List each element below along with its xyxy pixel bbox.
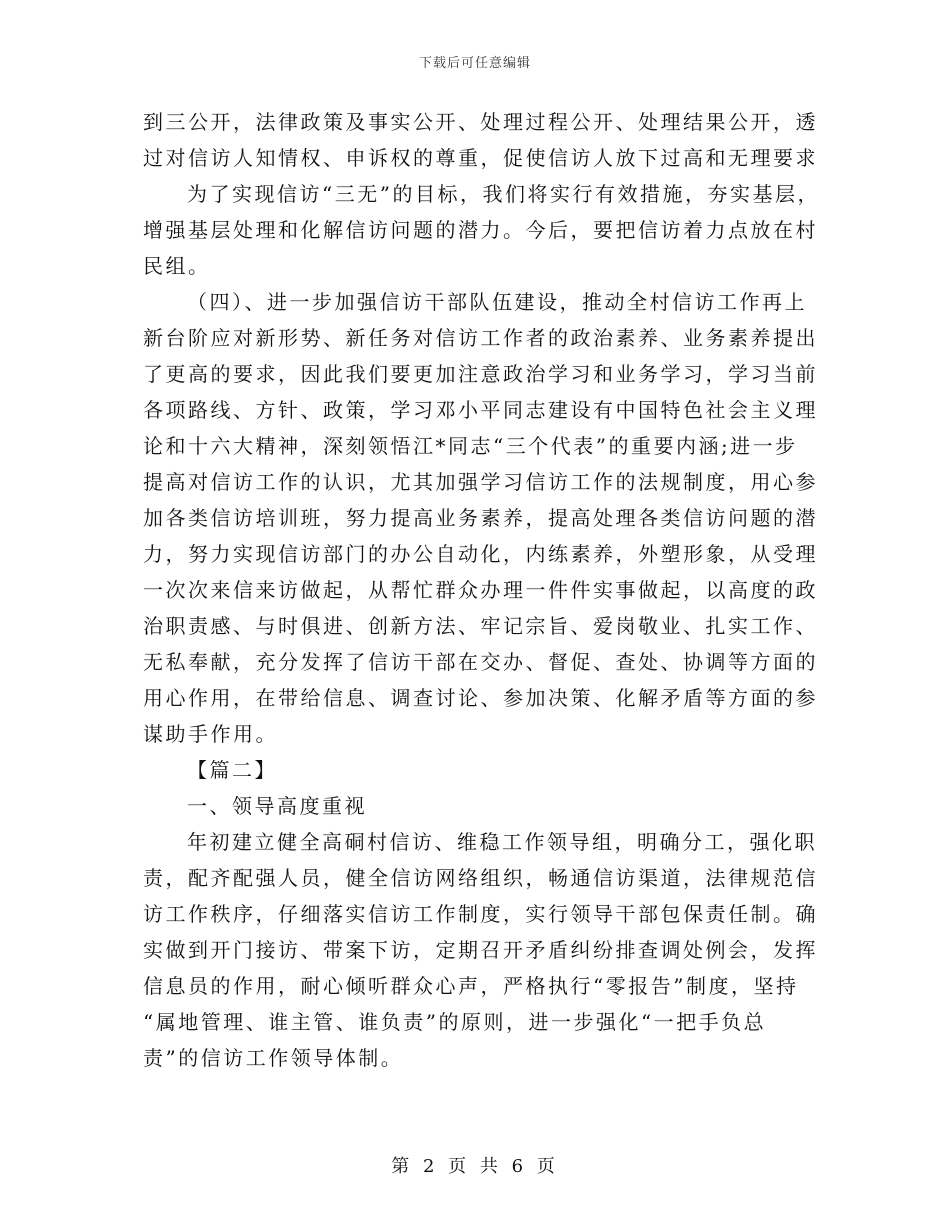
text-line: 一、领导高度重视 bbox=[187, 794, 367, 818]
document-body bbox=[143, 104, 820, 1076]
text-line: 民组。 bbox=[143, 254, 211, 278]
text-line: 访工作秩序，仔细落实信访工作制度，实行领导干部包保责任制。确 bbox=[143, 902, 818, 926]
text-line: 责，配齐配强人员，健全信访网络组织，畅通信访渠道，法律规范信 bbox=[143, 866, 818, 890]
text-line: 【篇二】 bbox=[187, 758, 277, 782]
text-line: 增强基层处理和化解信访问题的潜力。今后，要把信访着力点放在村 bbox=[143, 218, 818, 242]
text-line: 力，努力实现信访部门的办公自动化，内练素养，外塑形象，从受理 bbox=[143, 542, 818, 566]
text-line: 论和十六大精神，深刻领悟江*同志“三个代表”的重要内涵;进一步 bbox=[143, 434, 798, 458]
text-line: 年初建立健全高硐村信访、维稳工作领导组，明确分工，强化职 bbox=[187, 830, 817, 854]
page-header: 下载后可任意编辑 bbox=[418, 56, 531, 71]
text-line: 各项路线、方针、政策，学习邓小平同志建设有中国特色社会主义理 bbox=[143, 398, 818, 422]
text-line: 到三公开，法律政策及事实公开、处理过程公开、处理结果公开，透 bbox=[143, 110, 818, 134]
text-line: 新台阶应对新形势、新任务对信访工作者的政治素养、业务素养提出 bbox=[143, 326, 818, 350]
text-line: 信息员的作用，耐心倾听群众心声，严格执行“零报告”制度，坚持 bbox=[143, 974, 799, 998]
text-line: 过对信访人知情权、申诉权的尊重，促使信访人放下过高和无理要求 bbox=[143, 146, 818, 170]
text-line: 了更高的要求，因此我们要更加注意政治学习和业务学习，学习当前 bbox=[143, 362, 818, 386]
text-line: 为了实现信访“三无”的目标，我们将实行有效措施，夯实基层， bbox=[187, 182, 820, 206]
text-line: （四）、进一步加强信访干部队伍建设，推动全村信访工作再上 bbox=[187, 290, 807, 314]
text-line: 提高对信访工作的认识，尤其加强学习信访工作的法规制度，用心参 bbox=[143, 470, 818, 494]
text-line: 用心作用，在带给信息、调查讨论、参加决策、化解矛盾等方面的参 bbox=[143, 686, 818, 710]
text-line: 治职责感、与时俱进、创新方法、牢记宗旨、爱岗敬业、扎实工作、 bbox=[143, 614, 818, 638]
text-line: 实做到开门接访、带案下访，定期召开矛盾纠纷排查调处例会，发挥 bbox=[143, 938, 818, 962]
text-line: “属地管理、谁主管、谁负责”的原则，进一步强化“一把手负总 bbox=[143, 1010, 767, 1034]
text-line: 谋助手作用。 bbox=[143, 722, 278, 746]
text-line: 一次次来信来访做起，从帮忙群众办理一件件实事做起，以高度的政 bbox=[143, 578, 818, 602]
page-footer: 第 2 页 共 6 页 bbox=[391, 1156, 559, 1177]
text-line: 无私奉献，充分发挥了信访干部在交办、督促、查处、协调等方面的 bbox=[143, 650, 818, 674]
text-line: 加各类信访培训班，努力提高业务素养，提高处理各类信访问题的潜 bbox=[143, 506, 818, 530]
text-line: 责”的信访工作领导体制。 bbox=[143, 1046, 404, 1070]
